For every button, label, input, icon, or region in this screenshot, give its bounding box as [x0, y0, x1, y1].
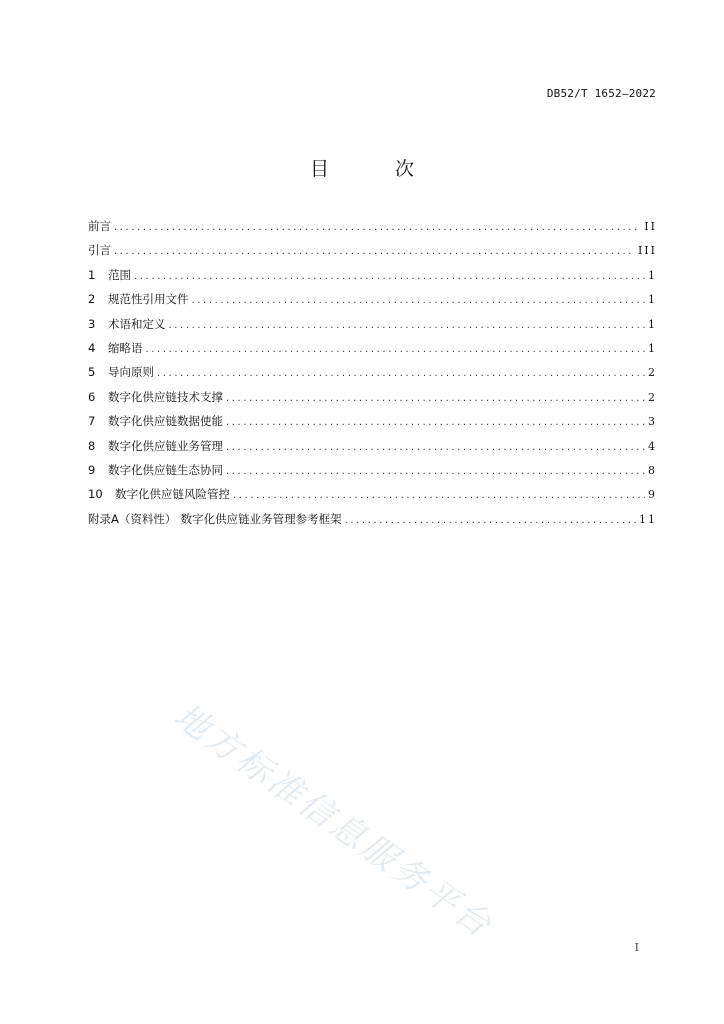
toc-entry-1[interactable] [88, 267, 657, 291]
toc-entry-4[interactable] [88, 340, 657, 364]
watermark: 地方标准信息服务平台 [166, 695, 501, 947]
toc-entry-page: 9 [648, 488, 657, 502]
toc-leader-dots [226, 393, 645, 404]
page-title: 目 次 [309, 158, 445, 180]
toc-entry-label: 引言 [88, 243, 111, 258]
toc-entry-label: 数字化供应链业务管理 [108, 438, 223, 453]
toc-entry-number: 7 [88, 414, 96, 429]
toc-entry-10[interactable] [88, 486, 657, 510]
toc-entry-label: 数字化供应链业务管理参考框架 [180, 511, 342, 526]
toc-entry-label: 数字化供应链风险管控 [115, 487, 230, 502]
toc-entry-label: 缩略语 [108, 340, 143, 355]
toc-appendix-prefix: 附录A（资料性） [88, 511, 177, 526]
toc-entry-label: 前言 [88, 219, 111, 233]
toc-entry-label: 数字化供应链生态协同 [108, 462, 223, 477]
toc-leader-dots [146, 344, 646, 355]
page-number: I [634, 941, 639, 954]
toc-entry-8[interactable] [88, 438, 657, 462]
toc-entry-label: 规范性引用文件 [108, 292, 189, 307]
toc-entry-page: III [637, 244, 657, 258]
table-of-contents [88, 218, 657, 535]
toc-entry-number: 5 [88, 365, 96, 380]
toc-entry-page: 11 [639, 512, 657, 526]
toc-entry-7[interactable] [88, 413, 657, 437]
toc-entry-3[interactable] [88, 316, 657, 340]
toc-entry-page: 2 [648, 390, 657, 404]
document-code: DB52/T 1652—2022 [546, 87, 656, 100]
toc-entry-5[interactable] [88, 364, 657, 388]
toc-entry-number: 3 [88, 316, 96, 331]
toc-entry-page: 8 [648, 463, 657, 477]
toc-entry-label: 范围 [108, 267, 131, 282]
toc-entry-label: 数字化供应链数据使能 [108, 414, 223, 429]
toc-entry-label: 导向原则 [108, 365, 154, 380]
toc-leader-dots [233, 490, 645, 501]
toc-entry-introduction[interactable] [88, 242, 657, 266]
toc-leader-dots [192, 295, 646, 306]
toc-entry-appendix-a[interactable] [88, 511, 657, 535]
toc-entry-page: 1 [648, 268, 657, 282]
toc-leader-dots [114, 222, 641, 233]
toc-entry-number: 2 [88, 292, 96, 307]
toc-entry-number: 10 [88, 487, 103, 502]
toc-entry-preface[interactable] [88, 218, 657, 242]
toc-entry-number: 6 [88, 389, 96, 404]
toc-leader-dots [169, 320, 646, 331]
toc-entry-page: II [644, 220, 657, 233]
toc-entry-page: 2 [648, 366, 657, 380]
toc-entry-9[interactable] [88, 462, 657, 486]
toc-entry-page: 1 [648, 317, 657, 331]
toc-leader-dots [226, 417, 645, 428]
toc-entry-page: 4 [648, 439, 657, 453]
toc-leader-dots [157, 368, 645, 379]
toc-entry-number: 8 [88, 438, 96, 453]
toc-entry-number: 9 [88, 462, 96, 477]
toc-leader-dots [226, 442, 645, 453]
toc-entry-label: 数字化供应链技术支撑 [108, 389, 223, 404]
toc-entry-6[interactable] [88, 389, 657, 413]
toc-entry-2[interactable] [88, 291, 657, 315]
toc-leader-dots [134, 271, 645, 282]
toc-entry-number: 1 [88, 267, 96, 282]
toc-leader-dots [345, 515, 636, 526]
toc-entry-number: 4 [88, 340, 96, 355]
toc-leader-dots [226, 466, 645, 477]
toc-entry-page: 3 [648, 415, 657, 429]
toc-entry-label: 术语和定义 [108, 316, 166, 331]
toc-entry-page: 1 [648, 293, 657, 307]
toc-entry-page: 1 [648, 341, 657, 355]
toc-leader-dots [114, 246, 635, 257]
